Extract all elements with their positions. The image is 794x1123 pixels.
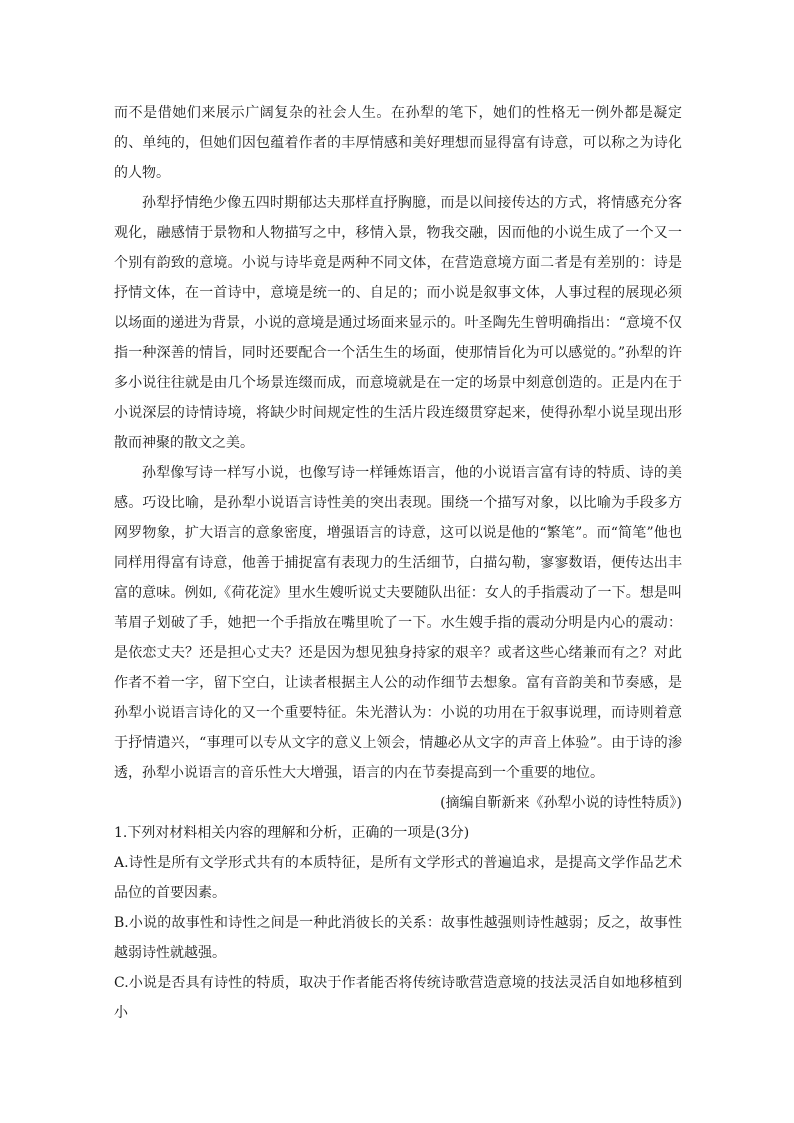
paragraph-language: 孙犁像写诗一样写小说，也像写诗一样锤炼语言，他的小说语言富有诗的特质、诗的美感。巧设比喻，是孙犁小说语言诗性美的突出表现。围绕一个描写对象，以比喻为手段多方网罗物象，扩大语言的意象密度，增强语言的诗意，这可以说是他的“繁笔”。而“简笔”他也同样用得富有诗意，他善于捕捉富有表现力的生活细节，白描勾勒，寥寥数语，便传达出丰富的意味。例如,《荷花淀》里水生嫂听说丈夫要随队出征：女人的手指震动了一下。想是叫苇眉子划破了手，她把一个手指放在嘴里吮了一下。水生嫂手指的震动分明是内心的震动：是依恋丈夫？还是担心丈夫？还是因为想见独身持家的艰辛？或者这些心绪兼而有之？对此作者不着一字，留下空白，让读者根据主人公的动作细节去想象。富有音韵美和节奏感，是孙犁小说语言诗化的又一个重要特征。朱光潜认为：小说的功用在于叙事说理，而诗则着意于抒情遣兴，“事理可以专从文字的意义上领会，情趣必从文字的声音上体验”。由于诗的渗透，孙犁小说语言的音乐性大大增强，语言的内在节奏提高到一个重要的地位。 bbox=[114, 465, 682, 781]
option-c: C.小说是否具有诗性的特质，取决于作者能否将传统诗歌营造意境的技法灵活自如地移植到小 bbox=[114, 975, 682, 1021]
question-stem: 1.下列对材料相关内容的理解和分析，正确的一项是(3分) bbox=[114, 825, 470, 841]
document-page bbox=[114, 98, 682, 1028]
option-a: A.诗性是所有文学形式共有的本质特征，是所有文学形式的普遍追求，是提高文学作品艺术品位的首要因素。 bbox=[114, 855, 682, 901]
paragraph-mood: 孙犁抒情绝少像五四时期郁达夫那样直抒胸臆，而是以间接传达的方式，将情感充分客观化，融感情于景物和人物描写之中，移情入景，物我交融，因而他的小说生成了一个又一个别有韵致的意境。小说与诗毕竟是两种不同文体，在营造意境方面二者是有差别的：诗是抒情文体，在一首诗中，意境是统一的、自足的；而小说是叙事文体，人事过程的展现必须以场面的递进为背景，小说的意境是通过场面来显示的。叶圣陶先生曾明确指出：“意境不仅指一种深善的情旨，同时还要配合一个活生生的场面，使那情旨化为可以感觉的。”孙犁的许多小说往往就是由几个场景连缀而成，而意境就是在一定的场景中刻意创造的。正是内在于小说深层的诗情诗境，将缺少时间规定性的生活片段连缀贯穿起来，使得孙犁小说呈现出形散而神聚的散文之美。 bbox=[114, 195, 682, 451]
paragraph-intro: 而不是借她们来展示广阔复杂的社会人生。在孙犁的笔下，她们的性格无一例外都是凝定的、单纯的，但她们因包蕴着作者的丰厚情感和美好理想而显得富有诗意，可以称之为诗化的人物。 bbox=[114, 105, 682, 181]
option-b: B.小说的故事性和诗性之间是一种此消彼长的关系：故事性越强则诗性越弱；反之，故事性越弱诗性就越强。 bbox=[114, 915, 682, 961]
source-citation: (摘编自靳新来《孙犁小说的诗性特质》) bbox=[440, 795, 682, 811]
